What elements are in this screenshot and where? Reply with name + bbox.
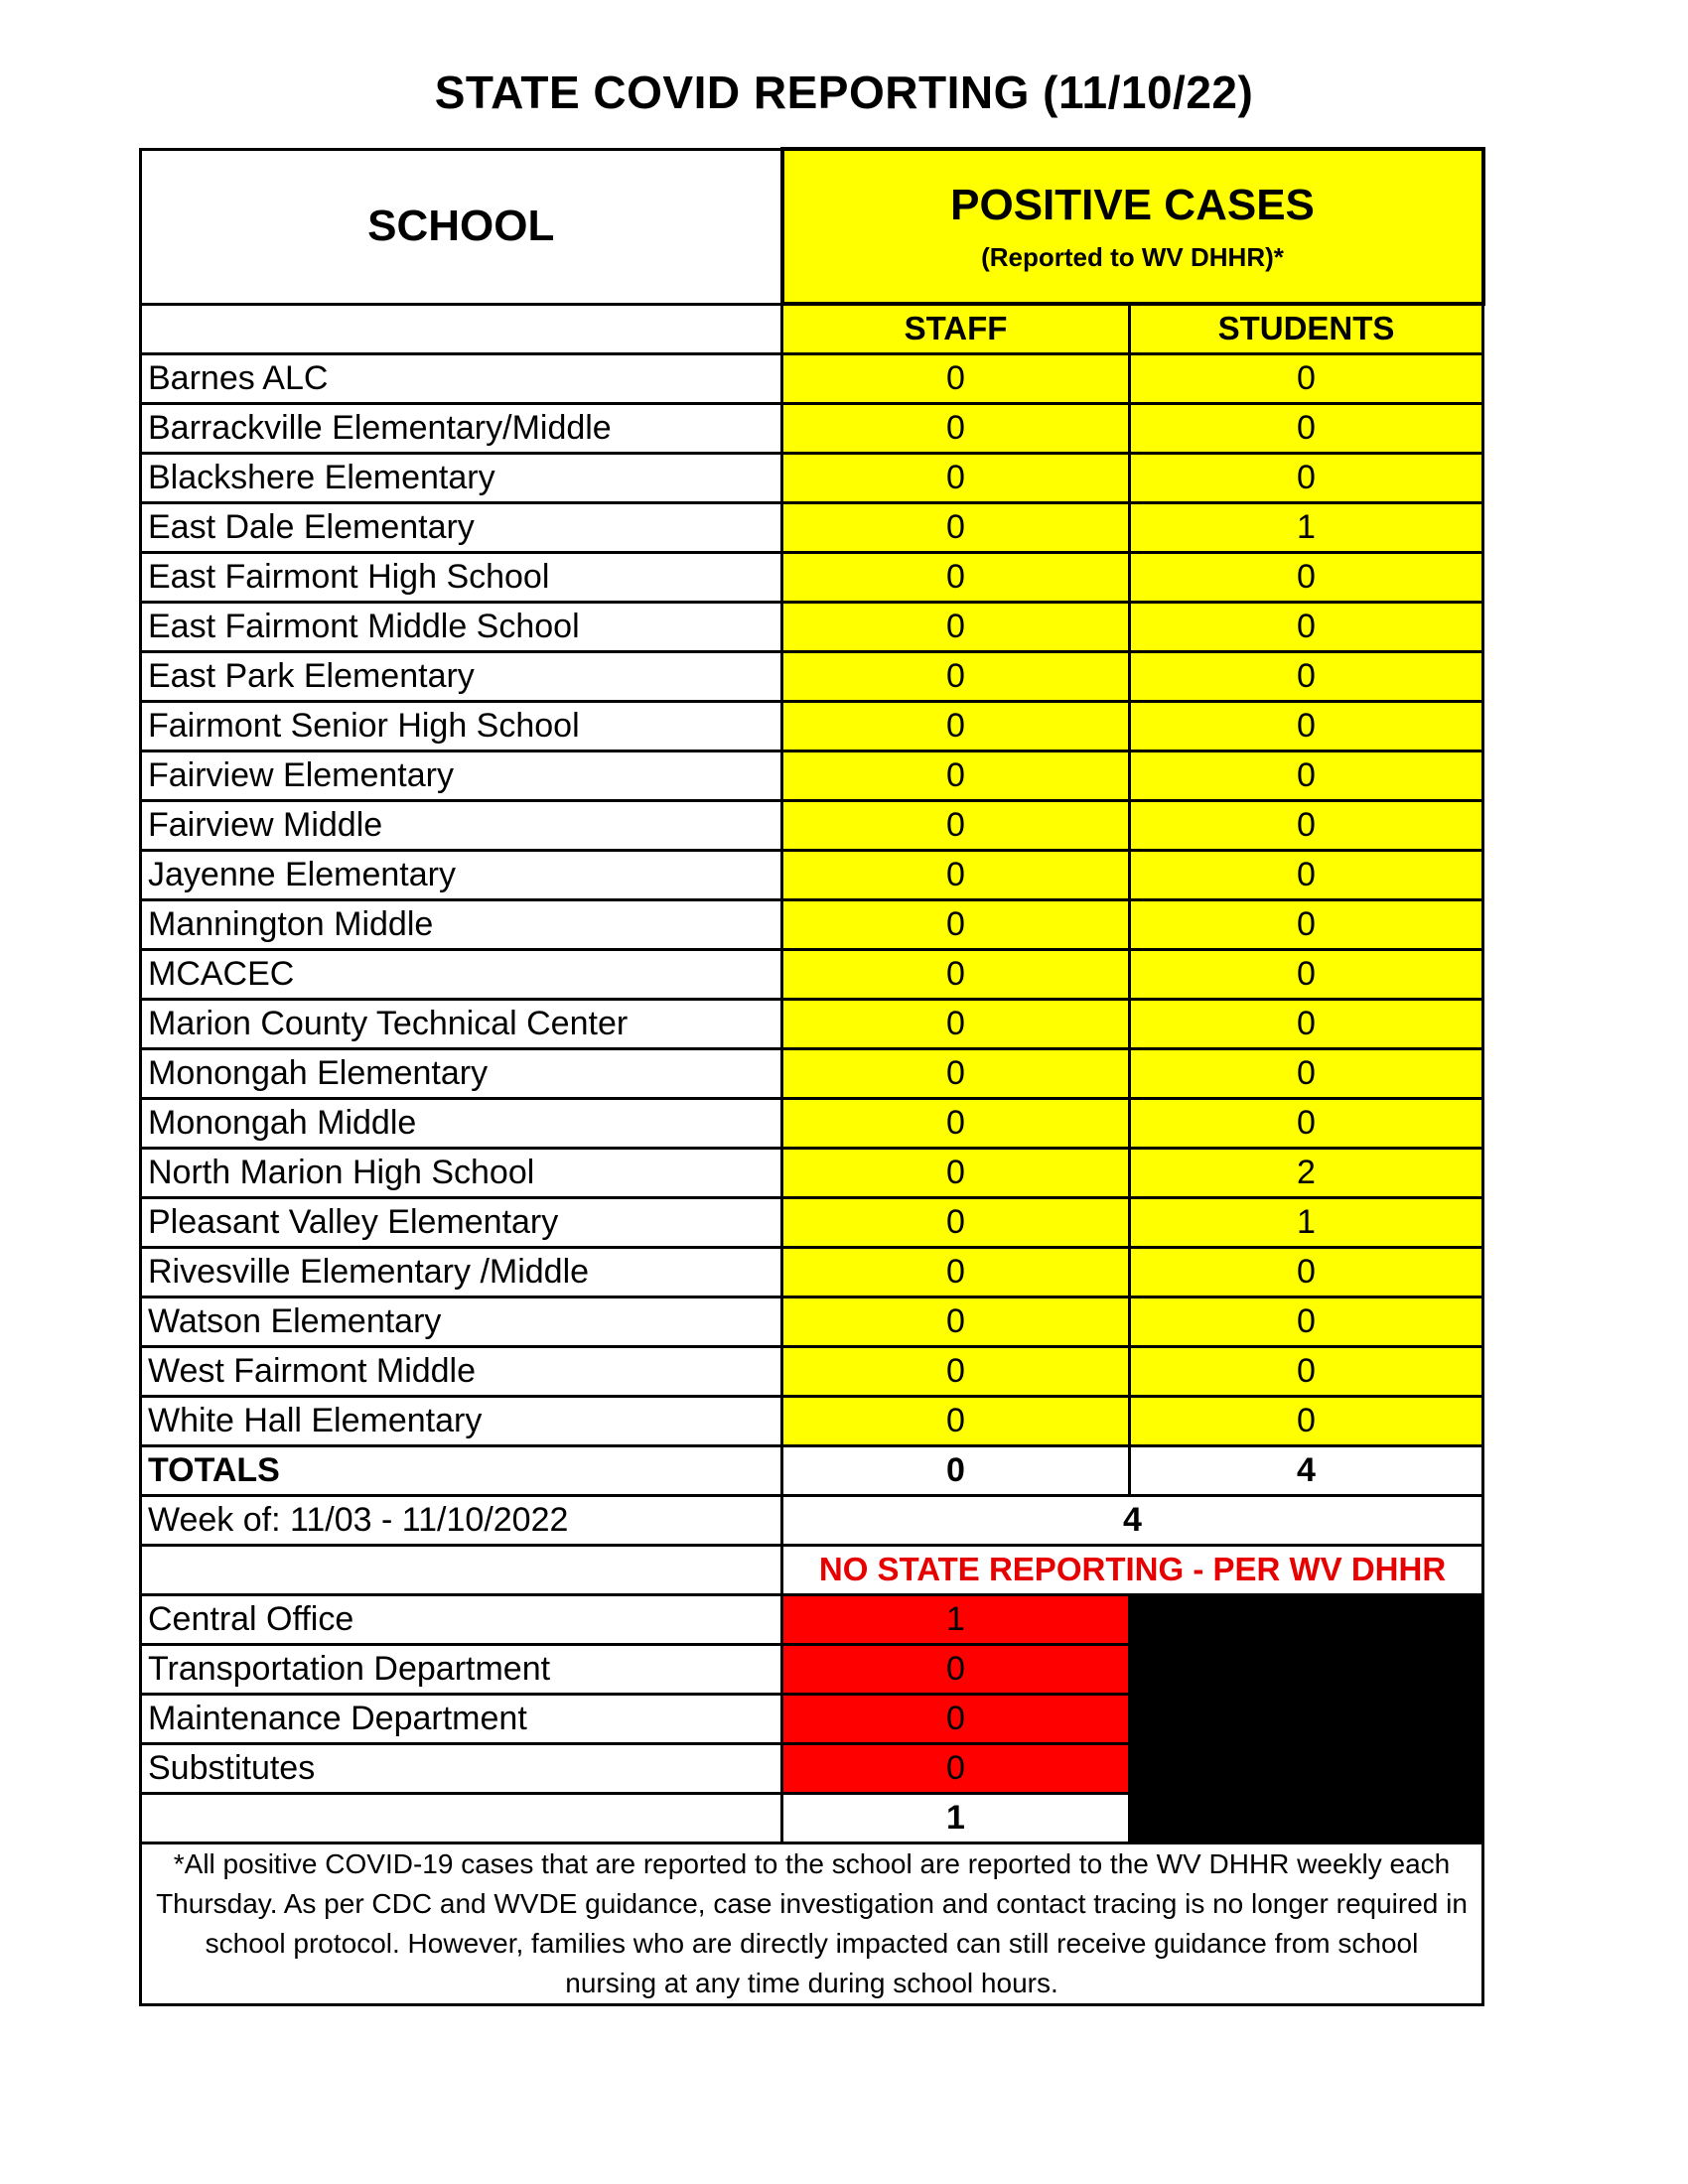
department-name: Transportation Department [141, 1644, 782, 1694]
week-total: 4 [782, 1495, 1483, 1545]
student-cases: 1 [1130, 502, 1483, 552]
staff-cases: 0 [782, 850, 1130, 899]
school-column-header: SCHOOL [141, 149, 782, 304]
staff-cases: 0 [782, 651, 1130, 701]
student-cases: 1 [1130, 1197, 1483, 1247]
school-name: Monongah Middle [141, 1098, 782, 1148]
department-name: Maintenance Department [141, 1694, 782, 1743]
department-row [141, 1743, 1483, 1793]
school-name: North Marion High School [141, 1148, 782, 1197]
staff-cases: 0 [782, 1148, 1130, 1197]
table-header-row [141, 149, 1483, 304]
staff-cases: 0 [782, 552, 1130, 602]
staff-column-header: STAFF [782, 304, 1130, 353]
school-row [141, 602, 1483, 651]
student-cases: 0 [1130, 1048, 1483, 1098]
school-name: Mannington Middle [141, 899, 782, 949]
positive-cases-subtitle: (Reported to WV DHHR)* [981, 241, 1284, 272]
school-name: Marion County Technical Center [141, 999, 782, 1048]
student-cases: 0 [1130, 800, 1483, 850]
school-row [141, 502, 1483, 552]
department-cases: 0 [782, 1743, 1130, 1793]
school-name: Watson Elementary [141, 1297, 782, 1346]
student-cases: 0 [1130, 552, 1483, 602]
staff-cases: 0 [782, 999, 1130, 1048]
department-row [141, 1694, 1483, 1743]
student-cases: 0 [1130, 850, 1483, 899]
week-label: Week of: 11/03 - 11/10/2022 [141, 1495, 782, 1545]
staff-cases: 0 [782, 353, 1130, 403]
redacted-cell [1130, 1743, 1483, 1793]
student-cases: 0 [1130, 899, 1483, 949]
no-state-reporting-row [141, 1545, 1483, 1594]
covid-report-table [139, 147, 1485, 2006]
student-cases: 0 [1130, 751, 1483, 800]
no-state-reporting-blank-cell [141, 1545, 782, 1594]
department-cases: 0 [782, 1694, 1130, 1743]
student-cases: 0 [1130, 999, 1483, 1048]
school-name: Rivesville Elementary /Middle [141, 1247, 782, 1297]
school-name: East Park Elementary [141, 651, 782, 701]
footnote: *All positive COVID-19 cases that are reported to the school are reported to the WV DHHR weekly each Thursday. As per CDC and WVDE guidance, case investigation and contact tracing is no longer required in school protocol. However, families who are directly impacted can still receive guidance from school nursing at any time during school hours. [141, 1843, 1483, 2004]
redacted-cell [1130, 1694, 1483, 1743]
totals-row [141, 1445, 1483, 1495]
school-row [141, 800, 1483, 850]
totals-students: 4 [1130, 1445, 1483, 1495]
staff-cases: 0 [782, 1297, 1130, 1346]
school-name: Jayenne Elementary [141, 850, 782, 899]
school-row [141, 552, 1483, 602]
student-cases: 0 [1130, 1098, 1483, 1148]
positive-cases-title: POSITIVE CASES [950, 180, 1315, 229]
staff-cases: 0 [782, 1098, 1130, 1148]
staff-cases: 0 [782, 1346, 1130, 1396]
school-name: Barnes ALC [141, 353, 782, 403]
school-name: Fairview Elementary [141, 751, 782, 800]
school-row [141, 1148, 1483, 1197]
totals-label: TOTALS [141, 1445, 782, 1495]
department-total-row [141, 1793, 1483, 1843]
department-row [141, 1594, 1483, 1644]
redacted-cell [1130, 1644, 1483, 1694]
school-name: Barrackville Elementary/Middle [141, 403, 782, 453]
staff-cases: 0 [782, 949, 1130, 999]
students-column-header: STUDENTS [1130, 304, 1483, 353]
staff-cases: 0 [782, 1197, 1130, 1247]
staff-cases: 0 [782, 1396, 1130, 1445]
school-row [141, 751, 1483, 800]
school-row [141, 850, 1483, 899]
staff-cases: 0 [782, 1048, 1130, 1098]
school-name: Blackshere Elementary [141, 453, 782, 502]
school-name: East Dale Elementary [141, 502, 782, 552]
student-cases: 0 [1130, 949, 1483, 999]
staff-cases: 0 [782, 899, 1130, 949]
week-row [141, 1495, 1483, 1545]
school-name: MCACEC [141, 949, 782, 999]
school-row [141, 1247, 1483, 1297]
school-name: West Fairmont Middle [141, 1346, 782, 1396]
staff-cases: 0 [782, 403, 1130, 453]
student-cases: 2 [1130, 1148, 1483, 1197]
student-cases: 0 [1130, 453, 1483, 502]
department-name: Substitutes [141, 1743, 782, 1793]
school-name: Pleasant Valley Elementary [141, 1197, 782, 1247]
school-row [141, 403, 1483, 453]
department-total: 1 [782, 1793, 1130, 1843]
department-row [141, 1644, 1483, 1694]
student-cases: 0 [1130, 1297, 1483, 1346]
staff-cases: 0 [782, 751, 1130, 800]
school-row [141, 1197, 1483, 1247]
student-cases: 0 [1130, 651, 1483, 701]
school-name: East Fairmont Middle School [141, 602, 782, 651]
school-row [141, 899, 1483, 949]
footnote-row [141, 1843, 1483, 2004]
subheader-row [141, 304, 1483, 353]
school-row [141, 701, 1483, 751]
school-row [141, 1048, 1483, 1098]
student-cases: 0 [1130, 1346, 1483, 1396]
school-row [141, 1396, 1483, 1445]
department-total-blank-cell [141, 1793, 782, 1843]
school-row [141, 1346, 1483, 1396]
department-name: Central Office [141, 1594, 782, 1644]
totals-staff: 0 [782, 1445, 1130, 1495]
school-name: Fairview Middle [141, 800, 782, 850]
subheader-blank-cell [141, 304, 782, 353]
school-row [141, 353, 1483, 403]
school-row [141, 453, 1483, 502]
redacted-cell [1130, 1793, 1483, 1843]
school-row [141, 949, 1483, 999]
page-title: STATE COVID REPORTING (11/10/22) [434, 67, 1254, 118]
positive-cases-header [782, 149, 1483, 304]
school-name: Monongah Elementary [141, 1048, 782, 1098]
school-row [141, 651, 1483, 701]
school-row [141, 1297, 1483, 1346]
school-row [141, 999, 1483, 1048]
staff-cases: 0 [782, 800, 1130, 850]
department-cases: 0 [782, 1644, 1130, 1694]
department-cases: 1 [782, 1594, 1130, 1644]
school-name: White Hall Elementary [141, 1396, 782, 1445]
student-cases: 0 [1130, 701, 1483, 751]
department-rows [141, 1594, 1483, 1793]
staff-cases: 0 [782, 701, 1130, 751]
school-row [141, 1098, 1483, 1148]
school-rows [141, 353, 1483, 1445]
staff-cases: 0 [782, 602, 1130, 651]
student-cases: 0 [1130, 353, 1483, 403]
redacted-cell [1130, 1594, 1483, 1644]
student-cases: 0 [1130, 602, 1483, 651]
student-cases: 0 [1130, 1247, 1483, 1297]
school-name: East Fairmont High School [141, 552, 782, 602]
staff-cases: 0 [782, 453, 1130, 502]
no-state-reporting-notice: NO STATE REPORTING - PER WV DHHR [782, 1545, 1483, 1594]
staff-cases: 0 [782, 502, 1130, 552]
school-name: Fairmont Senior High School [141, 701, 782, 751]
student-cases: 0 [1130, 403, 1483, 453]
student-cases: 0 [1130, 1396, 1483, 1445]
staff-cases: 0 [782, 1247, 1130, 1297]
